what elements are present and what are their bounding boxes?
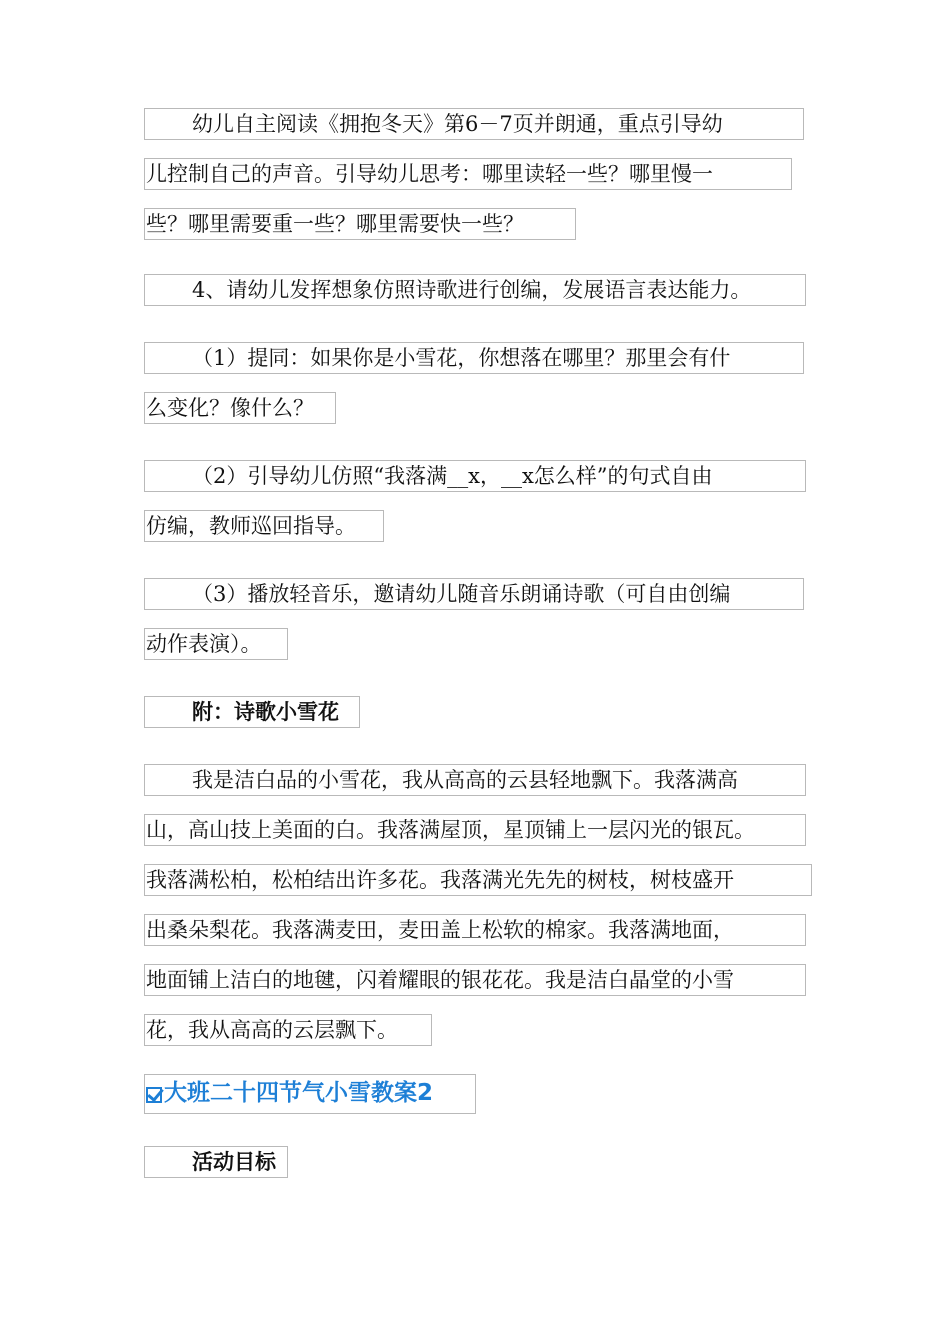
- text-line: [144, 696, 339, 746]
- text-line-content: 动作表演）。: [146, 632, 262, 656]
- text-line-content: 我落满松柏，松柏结出许多花。我落满光先先的树枝，树枝盛开: [146, 868, 734, 892]
- text-line: [144, 158, 723, 208]
- text-line-content: 儿控制自己的声音。引导幼儿思考：哪里读轻一些？哪里慢一: [146, 162, 713, 186]
- text-line: [144, 578, 730, 628]
- step-1-paragraph: [144, 342, 730, 442]
- text-line: [144, 1074, 433, 1116]
- poem-paragraph: [144, 764, 755, 1064]
- text-line: [144, 864, 755, 914]
- checkbox-icon: [146, 1087, 162, 1103]
- text-line-content: （2）引导幼儿仿照“我落满__x，__x怎么样”的句式自由: [192, 464, 713, 488]
- text-line: [144, 510, 713, 560]
- text-line: [144, 108, 723, 158]
- subheading: [144, 1146, 276, 1196]
- text-line: [144, 628, 730, 678]
- text-line-content: 出桑朵梨花。我落满麦田，麦田盖上松软的棉家。我落满地面，: [146, 918, 734, 942]
- section-heading: [144, 1074, 433, 1116]
- text-line-content: 么变化？像什么？: [146, 396, 314, 420]
- text-line: [144, 274, 751, 324]
- text-line: [144, 1146, 276, 1196]
- text-line: [144, 1014, 755, 1064]
- appendix-title-text: 附：诗歌小雪花: [192, 700, 339, 724]
- heading-content: [144, 1080, 433, 1106]
- text-line: [144, 460, 713, 510]
- step-3-paragraph: [144, 578, 730, 678]
- text-line-content: 我是洁白品的小雪花，我从高高的云县轻地飘下。我落满高: [192, 768, 738, 792]
- text-line-content: 幼儿自主阅读《拥抱冬天》第6－7页并朗通，重点引导幼: [192, 112, 723, 136]
- text-line-content: 仿编，教师巡回指导。: [146, 514, 356, 538]
- appendix-title: [144, 696, 339, 746]
- text-line: [144, 814, 755, 864]
- section-heading-text: 大班二十四节气小雪教案2: [164, 1080, 434, 1106]
- text-line: [144, 764, 755, 814]
- text-line-content: 地面铺上洁白的地毽，闪着耀眼的银花花。我是洁白晶堂的小雪: [146, 968, 734, 992]
- text-line-content: 4、请幼儿发挥想象仿照诗歌进行创编，发展语言表达能力。: [192, 278, 752, 302]
- subheading-text: 活动目标: [192, 1150, 276, 1174]
- text-line: [144, 208, 723, 258]
- reading-paragraph: [144, 108, 723, 258]
- text-line: [144, 392, 730, 442]
- text-line: [144, 914, 755, 964]
- text-line-content: （3）播放轻音乐，邀请幼儿随音乐朗诵诗歌（可自由创编: [192, 582, 731, 606]
- text-line-content: 山，高山技上美面的白。我落满屋顶，星顶铺上一层闪光的银瓦。: [146, 818, 755, 842]
- text-line-content: 花，我从高高的云层飘下。: [146, 1018, 398, 1042]
- text-line: [144, 964, 755, 1014]
- step-2-paragraph: [144, 460, 713, 560]
- text-line-content: 些？哪里需要重一些？哪里需要快一些？: [146, 212, 524, 236]
- step-4-paragraph: [144, 274, 751, 324]
- text-line: [144, 342, 730, 392]
- text-line-content: （1）提同：如果你是小雪花，你想落在哪里？那里会有什: [192, 346, 731, 370]
